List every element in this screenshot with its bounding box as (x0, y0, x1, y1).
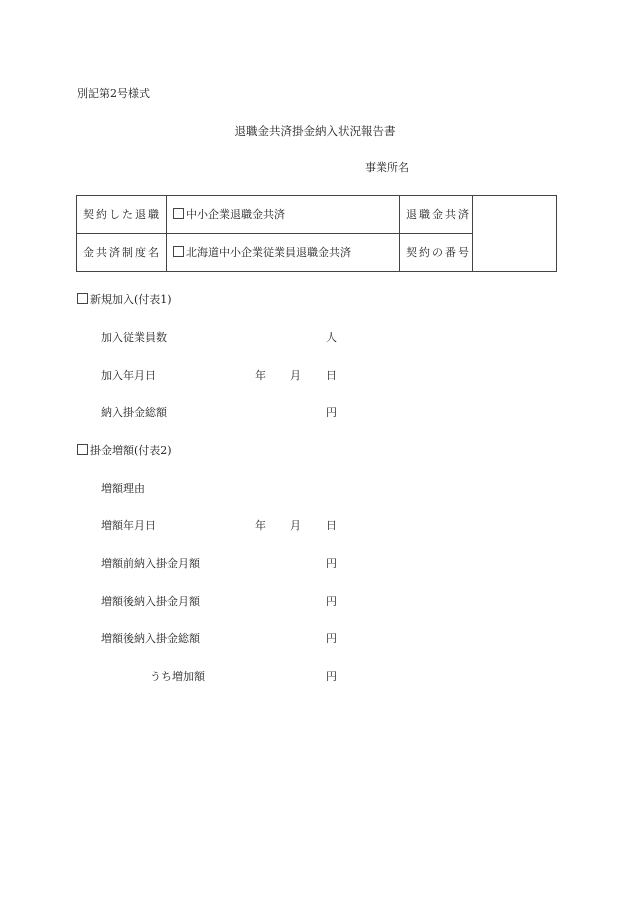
increase-reason-label: 増額理由 (101, 482, 145, 495)
year-unit: 年 (255, 369, 266, 382)
increase-amount-label: うち増加額 (150, 670, 205, 683)
enrollment-date-label: 加入年月日 (101, 369, 156, 382)
month-unit: 月 (290, 519, 301, 532)
scheme-option-hokkaido-label: 北海道中小企業従業員退職金共済 (186, 246, 351, 259)
scheme-label-line2: 金共済制度名 (77, 234, 167, 272)
yen-unit: 円 (326, 632, 337, 645)
year-unit: 年 (255, 519, 266, 532)
checkbox-icon[interactable] (77, 293, 88, 304)
contract-number-label-line2: 契約の番号 (400, 234, 473, 272)
total-contribution-label: 納入掛金総額 (101, 406, 167, 419)
persons-unit: 人 (326, 331, 337, 344)
after-total-label: 増額後納入掛金総額 (101, 632, 200, 645)
office-name-label: 事業所名 (365, 161, 409, 174)
day-unit: 日 (326, 519, 337, 532)
after-monthly-label: 増額後納入掛金月額 (101, 595, 200, 608)
scheme-option-sme-label: 中小企業退職金共済 (186, 208, 285, 221)
increase-date-label: 増額年月日 (101, 519, 156, 532)
yen-unit: 円 (326, 557, 337, 570)
contract-number-label-line1: 退職金共済 (400, 196, 473, 234)
contract-table (76, 195, 557, 272)
checkbox-icon[interactable] (173, 208, 184, 219)
yen-unit: 円 (326, 406, 337, 419)
scheme-option-sme[interactable] (167, 196, 400, 234)
enrolled-employees-label: 加入従業員数 (101, 331, 167, 344)
new-enrollment-heading-text: 新規加入(付表1) (90, 293, 172, 306)
scheme-option-hokkaido[interactable] (167, 234, 400, 272)
form-number-label: 別記第2号様式 (77, 87, 150, 100)
new-enrollment-heading[interactable] (77, 293, 172, 307)
month-unit: 月 (290, 369, 301, 382)
page-title: 退職金共済掛金納入状況報告書 (234, 124, 396, 138)
increase-heading[interactable] (77, 444, 172, 458)
scheme-label-line1: 契約した退職 (77, 196, 167, 234)
yen-unit: 円 (326, 595, 337, 608)
contract-number-field[interactable] (473, 196, 557, 272)
yen-unit: 円 (326, 670, 337, 683)
checkbox-icon[interactable] (173, 246, 184, 257)
increase-heading-text: 掛金増額(付表2) (90, 444, 172, 457)
checkbox-icon[interactable] (77, 444, 88, 455)
before-monthly-label: 増額前納入掛金月額 (101, 557, 200, 570)
day-unit: 日 (326, 369, 337, 382)
